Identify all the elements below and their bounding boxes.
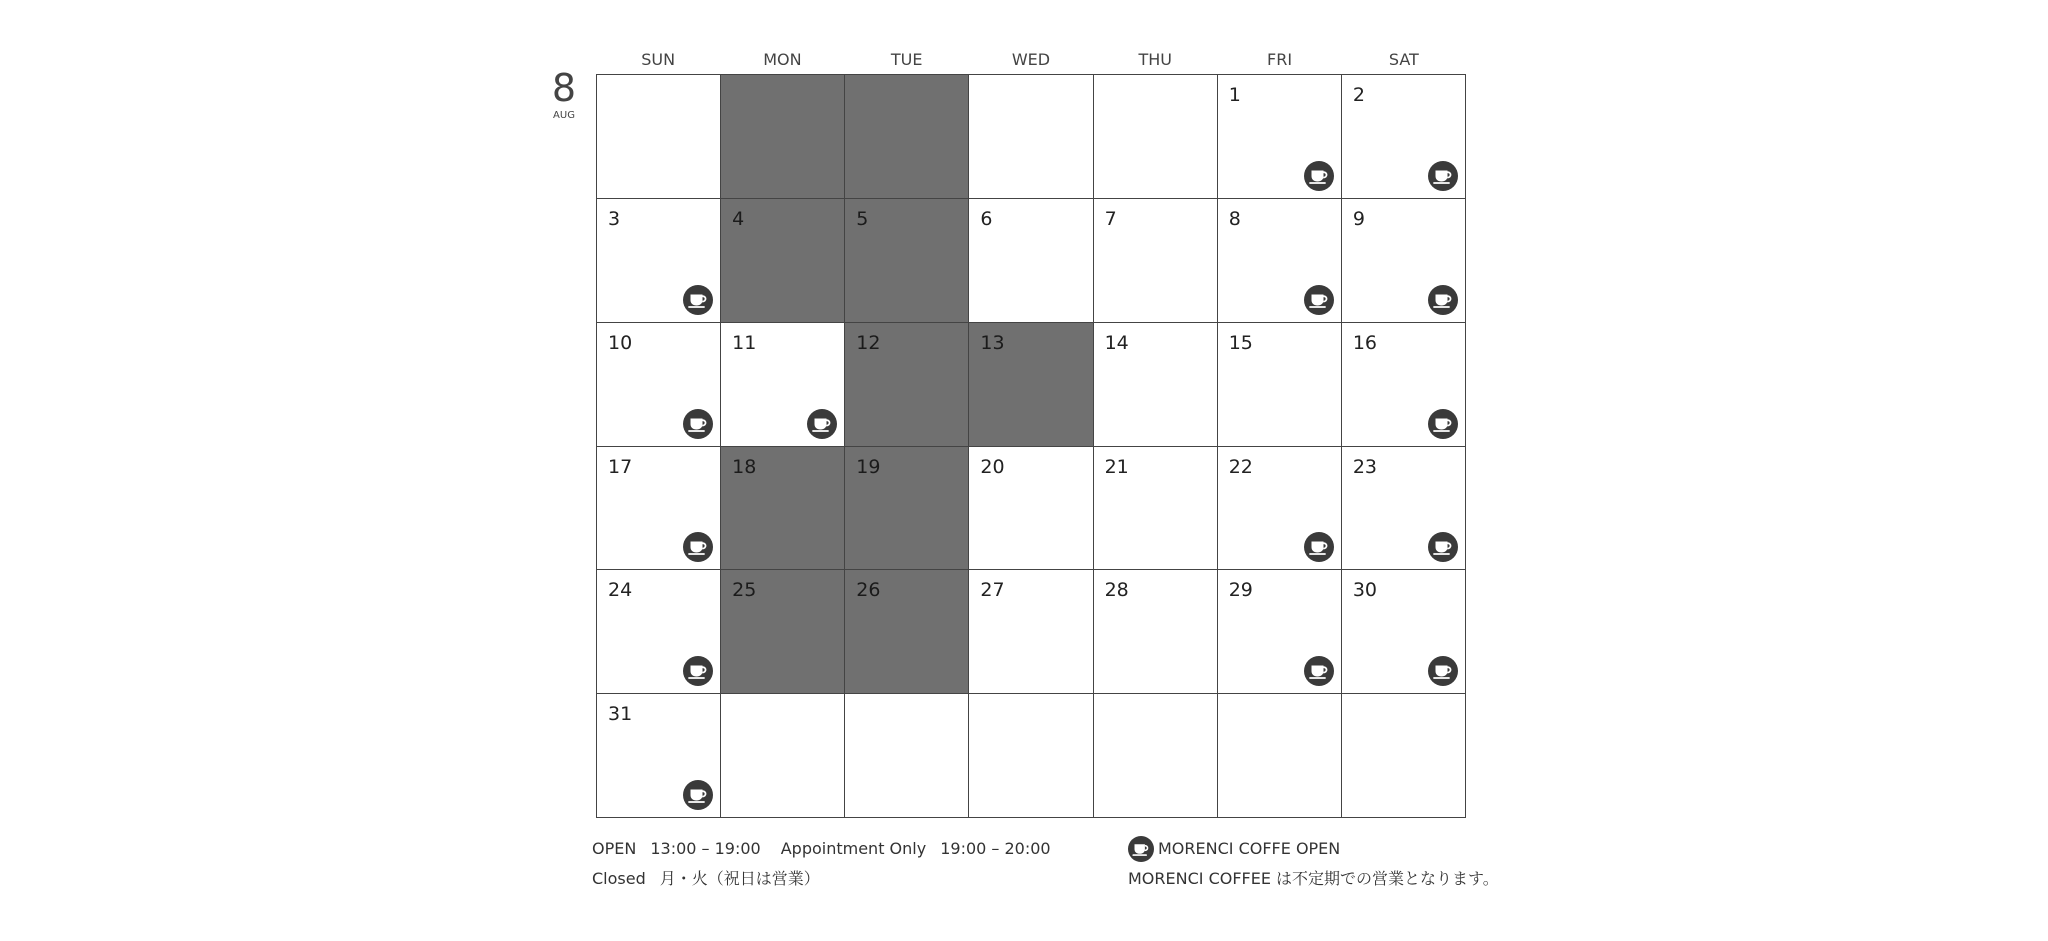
day-number: 12 [856,331,881,354]
closed-days: 月・火（祝日は営業） [659,869,820,888]
day-cell-closed [845,75,969,199]
day-cell [1218,199,1342,323]
day-number: 11 [732,331,757,354]
day-cell [721,694,845,818]
day-cell [1218,694,1342,818]
day-number: 23 [1352,455,1378,478]
day-number: 9 [1352,207,1365,230]
day-number: 7 [1104,207,1117,230]
day-number: 14 [1104,331,1129,354]
day-number: 28 [1104,579,1129,602]
coffee-cup-icon [683,285,713,315]
month-number: 8 [551,66,577,110]
day-number: 26 [856,579,881,602]
coffee-cup-icon [683,656,713,686]
coffee-cup-icon [683,409,713,439]
day-number: 10 [608,331,633,354]
day-number: 18 [732,455,757,478]
coffee-cup-icon [1428,285,1458,315]
day-number: 20 [980,455,1005,478]
coffee-cup-icon [1128,836,1154,862]
weekday-sun: SUN [641,50,676,69]
weekday-thu: THU [1138,50,1173,69]
day-cell [969,447,1093,571]
coffee-cup-icon [1304,161,1334,191]
day-number: 19 [856,455,881,478]
open-label: OPEN [592,839,637,858]
coffee-cup-icon [1428,161,1458,191]
day-cell [597,199,721,323]
weekday-fri: FRI [1267,50,1293,69]
day-cell [1218,75,1342,199]
day-cell [969,694,1093,818]
day-number: 5 [856,207,869,230]
day-cell [1218,447,1342,571]
day-number: 4 [732,207,745,230]
day-cell [1342,199,1466,323]
coffee-cup-icon [1428,532,1458,562]
day-cell [1218,570,1342,694]
coffee-cup-icon [807,409,837,439]
day-number: 21 [1104,455,1129,478]
day-number: 13 [980,331,1005,354]
day-number: 30 [1352,579,1378,602]
coffee-cup-icon [1304,532,1334,562]
day-cell [1094,323,1218,447]
coffee-cup-icon [1428,409,1458,439]
day-cell-closed [721,75,845,199]
calendar-grid [596,74,1466,818]
day-cell [721,323,845,447]
day-cell [1218,323,1342,447]
day-number: 25 [732,579,757,602]
day-number: 22 [1228,455,1253,478]
day-number: 3 [608,207,621,230]
weekday-tue: TUE [890,50,923,69]
coffee-cup-icon [1304,656,1334,686]
day-number: 8 [1228,207,1241,230]
day-number: 1 [1228,84,1241,106]
day-number: 15 [1228,331,1253,354]
day-cell-closed [845,447,969,571]
day-cell-closed [845,199,969,323]
day-cell [597,570,721,694]
weekday-mon: MON [763,50,802,69]
day-cell [597,447,721,571]
day-cell [597,75,721,199]
hours-info [592,834,1051,894]
open-hours: 13:00 – 19:00 [650,839,761,858]
day-number: 24 [608,579,633,602]
day-number: 2 [1352,84,1365,106]
day-cell [1342,447,1466,571]
day-cell-closed [845,323,969,447]
legend-text: MORENCI COFFE OPEN [1158,839,1341,858]
day-cell [969,199,1093,323]
day-number: 27 [980,579,1005,602]
day-cell-closed [721,199,845,323]
day-number: 17 [608,455,633,478]
day-cell [597,694,721,818]
day-cell-closed [721,447,845,571]
day-number: 16 [1352,331,1378,354]
day-number: 6 [980,207,993,230]
day-cell-closed [845,570,969,694]
day-cell [1094,199,1218,323]
month-name: AUG [553,110,575,121]
day-cell [969,570,1093,694]
day-cell [969,75,1093,199]
day-cell [597,323,721,447]
day-cell [1342,570,1466,694]
coffee-cup-icon [683,532,713,562]
day-cell [1342,75,1466,199]
day-cell [1094,75,1218,199]
day-number: 29 [1228,579,1253,602]
day-cell [1094,694,1218,818]
coffee-cup-icon [1304,285,1334,315]
coffee-cup-icon [1428,656,1458,686]
coffee-legend [1128,834,1499,894]
day-cell [845,694,969,818]
day-number: 31 [608,703,633,726]
day-cell [1094,570,1218,694]
month-label [548,66,580,122]
coffee-note: MORENCI COFFEE は不定期での営業となります。 [1128,869,1499,888]
appointment-hours: 19:00 – 20:00 [940,839,1051,858]
day-cell [1342,323,1466,447]
weekday-header [596,47,1466,73]
weekday-sat: SAT [1388,50,1419,69]
closed-label: Closed [592,869,646,888]
day-cell [1094,447,1218,571]
day-cell-closed [969,323,1093,447]
coffee-cup-icon [683,780,713,810]
day-cell [1342,694,1466,818]
day-cell-closed [721,570,845,694]
appointment-label: Appointment Only [780,839,927,858]
weekday-wed: WED [1011,50,1051,69]
